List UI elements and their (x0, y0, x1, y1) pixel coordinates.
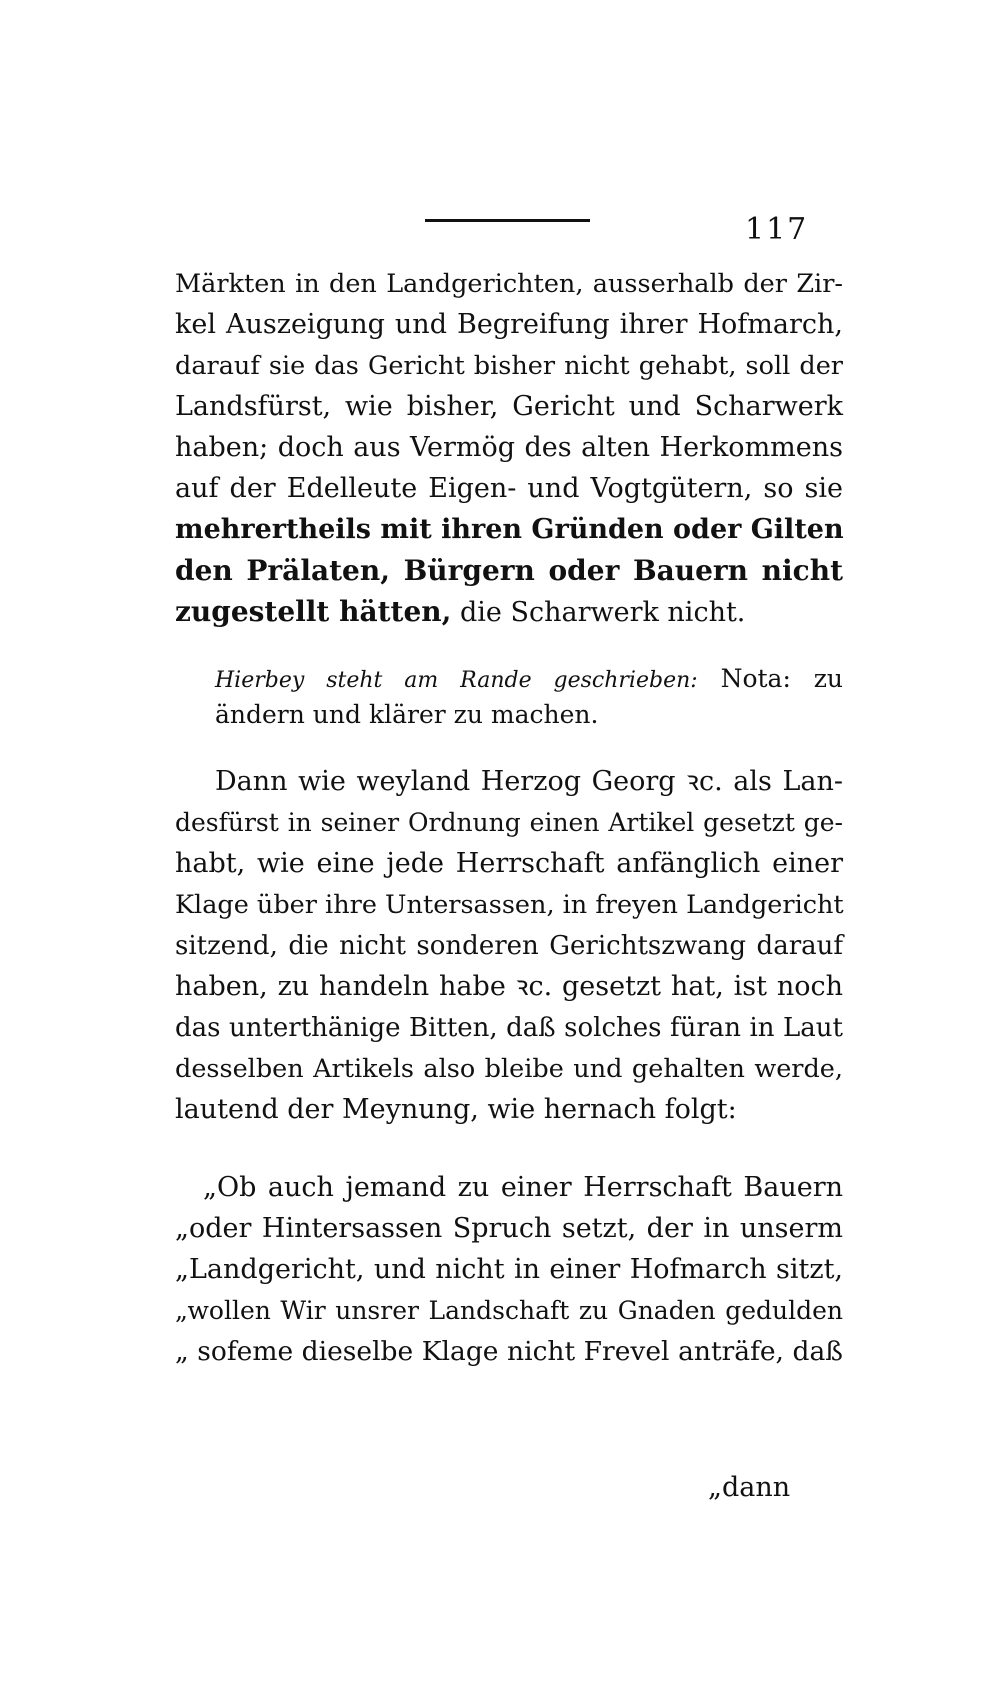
quote-line: „Ob auch jemand zu einer Herrschaft Bauern (203, 1172, 843, 1203)
quote-line: „Landgericht, und nicht in einer Hofmarch sitzt, (175, 1254, 843, 1285)
marginal-note-line (215, 663, 843, 697)
text-line: auf der Edelleute Eigen- und Vogtgütern, so sie (175, 473, 843, 504)
text-line: sitzend, die nicht sonderen Gerichtszwang darauf (175, 931, 843, 961)
header-rule (425, 219, 590, 222)
text-line: Klage über ihre Untersassen, in freyen Landgericht (175, 890, 844, 920)
text-line: Dann wie weyland Herzog Georg ꝛc. als Lan- (215, 766, 843, 797)
text-line-part: zugestellt hätten, (175, 595, 452, 628)
quote-line: „wollen Wir unsrer Landschaft zu Gnaden gedulden (175, 1296, 843, 1325)
text-line: mehrertheils mit ihren Gründen oder Gilten (175, 514, 844, 545)
text-line (175, 596, 745, 629)
note-italic-text: Hierbey steht am Rande geschrieben: (215, 668, 698, 693)
text-line: haben, zu handeln habe ꝛc. gesetzt hat, ist noch (175, 971, 843, 1002)
text-line: habt, wie eine jede Herrschaft anfänglich einer (175, 848, 843, 879)
text-line: haben; doch aus Vermög des alten Herkommens (175, 432, 843, 463)
note-text: Nota: zu (720, 664, 844, 693)
text-line: darauf sie das Gericht bisher nicht gehabt, soll der (175, 351, 843, 381)
quote-line: „oder Hintersassen Spruch setzt, der in unserm (175, 1213, 843, 1244)
quote-line: „ sofeme dieselbe Klage nicht Frevel anträfe, daß (175, 1336, 843, 1367)
text-line: desfürst in seiner Ordnung einen Artikel gesetzt ge- (175, 808, 843, 837)
text-line: den Prälaten, Bürgern oder Bauern nicht (175, 554, 843, 587)
text-line: kel Auszeigung und Begreifung ihrer Hofmarch, (175, 309, 843, 340)
catchword: „dann (708, 1472, 791, 1503)
marginal-note-line: ändern und klärer zu machen. (215, 700, 599, 729)
text-line: Landsfürst, wie bisher, Gericht und Scharwerk (175, 391, 843, 422)
text-line-part: die Scharwerk nicht. (451, 597, 746, 628)
text-line: Märkten in den Landgerichten, ausserhalb der Zir- (175, 269, 843, 299)
text-line: desselben Artikels also bleibe und gehalten werde, (175, 1054, 843, 1084)
text-line: lautend der Meynung, wie hernach folgt: (175, 1094, 737, 1125)
text-line: das unterthänige Bitten, daß solches füran in Laut (175, 1013, 843, 1043)
page-number: 117 (745, 212, 809, 247)
